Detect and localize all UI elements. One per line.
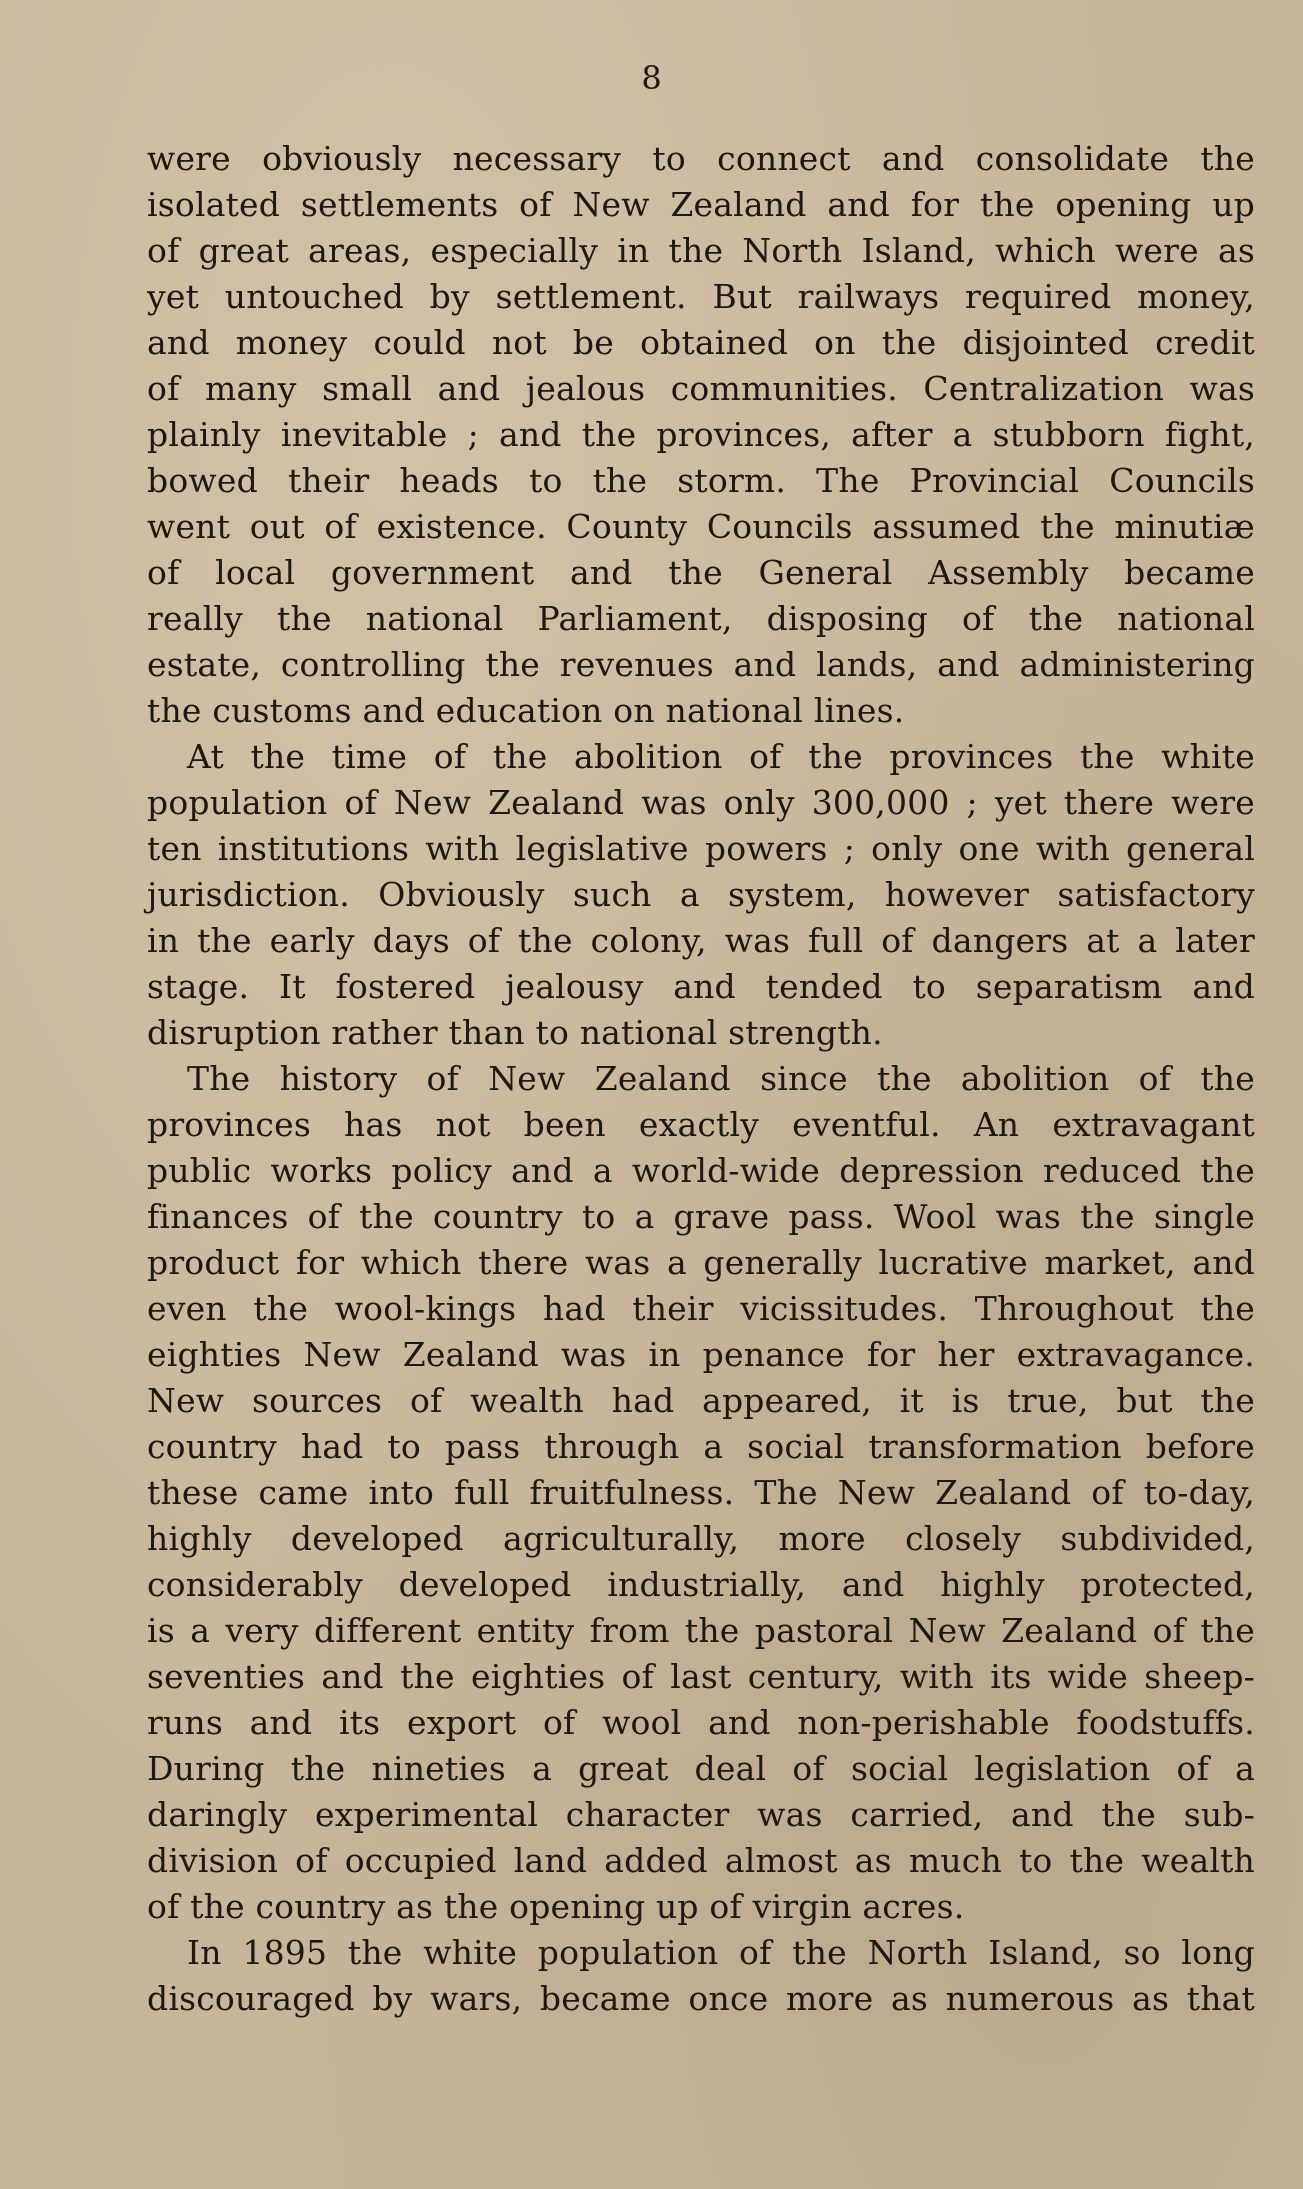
page-number: 8 <box>641 59 662 97</box>
paragraph <box>147 734 1255 1056</box>
text-line: is a very different entity from the pastoral New Zealand of the <box>147 1611 1255 1650</box>
text-line: country had to pass through a social transformation before <box>147 1427 1255 1466</box>
text-line: of local government and the General Assembly became <box>147 553 1255 592</box>
text-line: really the national Parliament, disposing of the national <box>147 599 1255 638</box>
text-line: discouraged by wars, became once more as numerous as that <box>147 1979 1255 2018</box>
text-line: the customs and education on national lines. <box>147 691 905 730</box>
text-line: of great areas, especially in the North Island, which were as <box>147 231 1255 270</box>
text-line: daringly experimental character was carried, and the sub- <box>147 1795 1255 1834</box>
text-line: At the time of the abolition of the provinces the white <box>187 737 1255 776</box>
text-line: even the wool-kings had their vicissitudes. Throughout the <box>147 1289 1255 1328</box>
text-line: population of New Zealand was only 300,000 ; yet there were <box>147 783 1255 822</box>
text-line: provinces has not been exactly eventful. An extravagant <box>147 1105 1255 1144</box>
text-line: and money could not be obtained on the disjointed credit <box>147 323 1255 362</box>
text-line: of the country as the opening up of virgin acres. <box>147 1887 965 1926</box>
body-text <box>147 136 1255 2022</box>
paragraph <box>147 136 1255 734</box>
text-line: estate, controlling the revenues and lands, and administering <box>147 645 1255 684</box>
text-line: in the early days of the colony, was full of dangers at a later <box>147 921 1255 960</box>
paragraph <box>147 1056 1255 1930</box>
paragraph <box>147 1930 1255 2022</box>
text-line: public works policy and a world-wide depression reduced the <box>147 1151 1255 1190</box>
text-line: plainly inevitable ; and the provinces, after a stubborn fight, <box>147 415 1255 454</box>
text-line: stage. It fostered jealousy and tended to separatism and <box>147 967 1255 1006</box>
text-line: yet untouched by settlement. But railways required money, <box>147 277 1255 316</box>
text-line: highly developed agriculturally, more closely subdivided, <box>147 1519 1255 1558</box>
text-line: New sources of wealth had appeared, it is true, but the <box>147 1381 1255 1420</box>
text-line: eighties New Zealand was in penance for her extravagance. <box>147 1335 1255 1374</box>
text-line: division of occupied land added almost as much to the wealth <box>147 1841 1255 1880</box>
text-line: jurisdiction. Obviously such a system, however satisfactory <box>147 875 1255 914</box>
text-line: disruption rather than to national strength. <box>147 1013 883 1052</box>
text-line: ten institutions with legislative powers ; only one with general <box>147 829 1255 868</box>
text-line: seventies and the eighties of last century, with its wide sheep- <box>147 1657 1255 1696</box>
text-line: finances of the country to a grave pass. Wool was the single <box>147 1197 1255 1236</box>
text-line: were obviously necessary to connect and consolidate the <box>147 139 1255 178</box>
text-line: these came into full fruitfulness. The New Zealand of to-day, <box>147 1473 1255 1512</box>
text-line: During the nineties a great deal of social legislation of a <box>147 1749 1255 1788</box>
text-line: The history of New Zealand since the abolition of the <box>187 1059 1255 1098</box>
text-line: of many small and jealous communities. Centralization was <box>147 369 1255 408</box>
text-line: runs and its export of wool and non-perishable foodstuffs. <box>147 1703 1255 1742</box>
text-line: In 1895 the white population of the North Island, so long <box>187 1933 1255 1972</box>
text-line: went out of existence. County Councils assumed the minutiæ <box>147 507 1255 546</box>
text-line: isolated settlements of New Zealand and for the opening up <box>147 185 1255 224</box>
text-line: considerably developed industrially, and highly protected, <box>147 1565 1255 1604</box>
text-line: bowed their heads to the storm. The Provincial Councils <box>147 461 1255 500</box>
text-line: product for which there was a generally lucrative market, and <box>147 1243 1255 1282</box>
